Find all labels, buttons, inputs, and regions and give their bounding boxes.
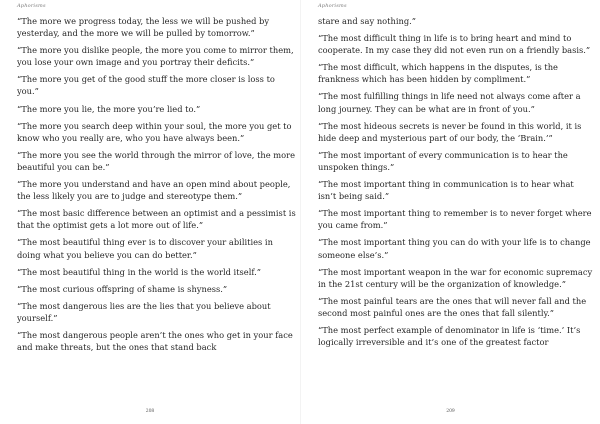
quote: “The more you dislike people, the more you come to mirror them, you lose your own image and you portray their deficits.”	[17, 45, 294, 68]
quote: “The most painful tears are the ones that will never fall and the second most painful ones are the ones that fall silently.”	[318, 295, 587, 318]
quote: “The most important thing in communication is to hear what isn’t being said.”	[318, 179, 574, 202]
quote: “The more you understand and have an open mind about people, the less likely you are to judge and stereotype them.”	[17, 179, 291, 202]
quote: “The most difficult, which happens in the disputes, is the frankness which has been hidden by compliment.”	[318, 62, 558, 85]
quote: “The more you get of the good stuff the more closer is loss to you.”	[17, 74, 275, 97]
right-page	[300, 0, 600, 424]
quote: “The most beautiful thing ever is to discover your abilities in doing what you believe you can do better.”	[17, 237, 273, 260]
quote: stare and say nothing.”	[318, 16, 417, 26]
quote: “The more you lie, the more you’re lied to.”	[17, 103, 201, 114]
quote-list	[17, 15, 296, 358]
quote: “The more you see the world through the mirror of love, the more beautiful you can be.”	[17, 149, 296, 172]
quote: “The most dangerous lies are the lies that you believe about yourself.”	[17, 300, 271, 323]
quote: “The more we progress today, the less we will be pushed by yesterday, and the more we will be pulled by tomorrow.”	[17, 16, 270, 39]
quote-list	[318, 15, 594, 353]
quote: “The most important of every communication is to hear the unspoken things.”	[318, 149, 568, 172]
running-head: Aphorisms	[17, 3, 46, 9]
page-number: 209	[446, 409, 455, 414]
quote: “The most important thing to remember is to never forget where you came from.”	[318, 208, 592, 231]
quote: “The most important thing you can do with your life is to change someone else’s.”	[318, 237, 591, 260]
quote: “The most basic difference between an optimist and a pessimist is that the optimist gets a lot more out of life.”	[17, 208, 296, 231]
quote: “The most perfect example of denominator in life is ‘time.’ It’s logically irreversible and it’s one of the greatest factor	[318, 324, 581, 348]
quote: “The most curious offspring of shame is shyness.”	[17, 283, 228, 294]
quote: “The most difficult thing in life is to bring heart and mind to cooperate. In my case they did not even run on a friendly basis.”	[318, 33, 591, 56]
running-head: Aphorisms	[318, 3, 347, 9]
quote: “The most dangerous people aren’t the ones who get in your face and make threats, but the ones that stand back	[17, 329, 293, 353]
quote: “The most beautiful thing in the world is the world itself.”	[17, 266, 262, 277]
quote: “The more you search deep within your soul, the more you get to know who you really are, who you have always been.”	[17, 120, 292, 143]
page-number: 208	[145, 409, 155, 414]
quote: “The most important weapon in the war for economic supremacy in the 21st century will be the organization of knowledge.”	[318, 266, 593, 289]
quote: “The most fulfilling things in life need not always come after a long journey. They can be what are in front of you.”	[318, 91, 581, 114]
quote: “The most hideous secrets is never be found in this world, it is hide deep and mysterious part of our body, the ‘Brain.’”	[318, 120, 582, 143]
